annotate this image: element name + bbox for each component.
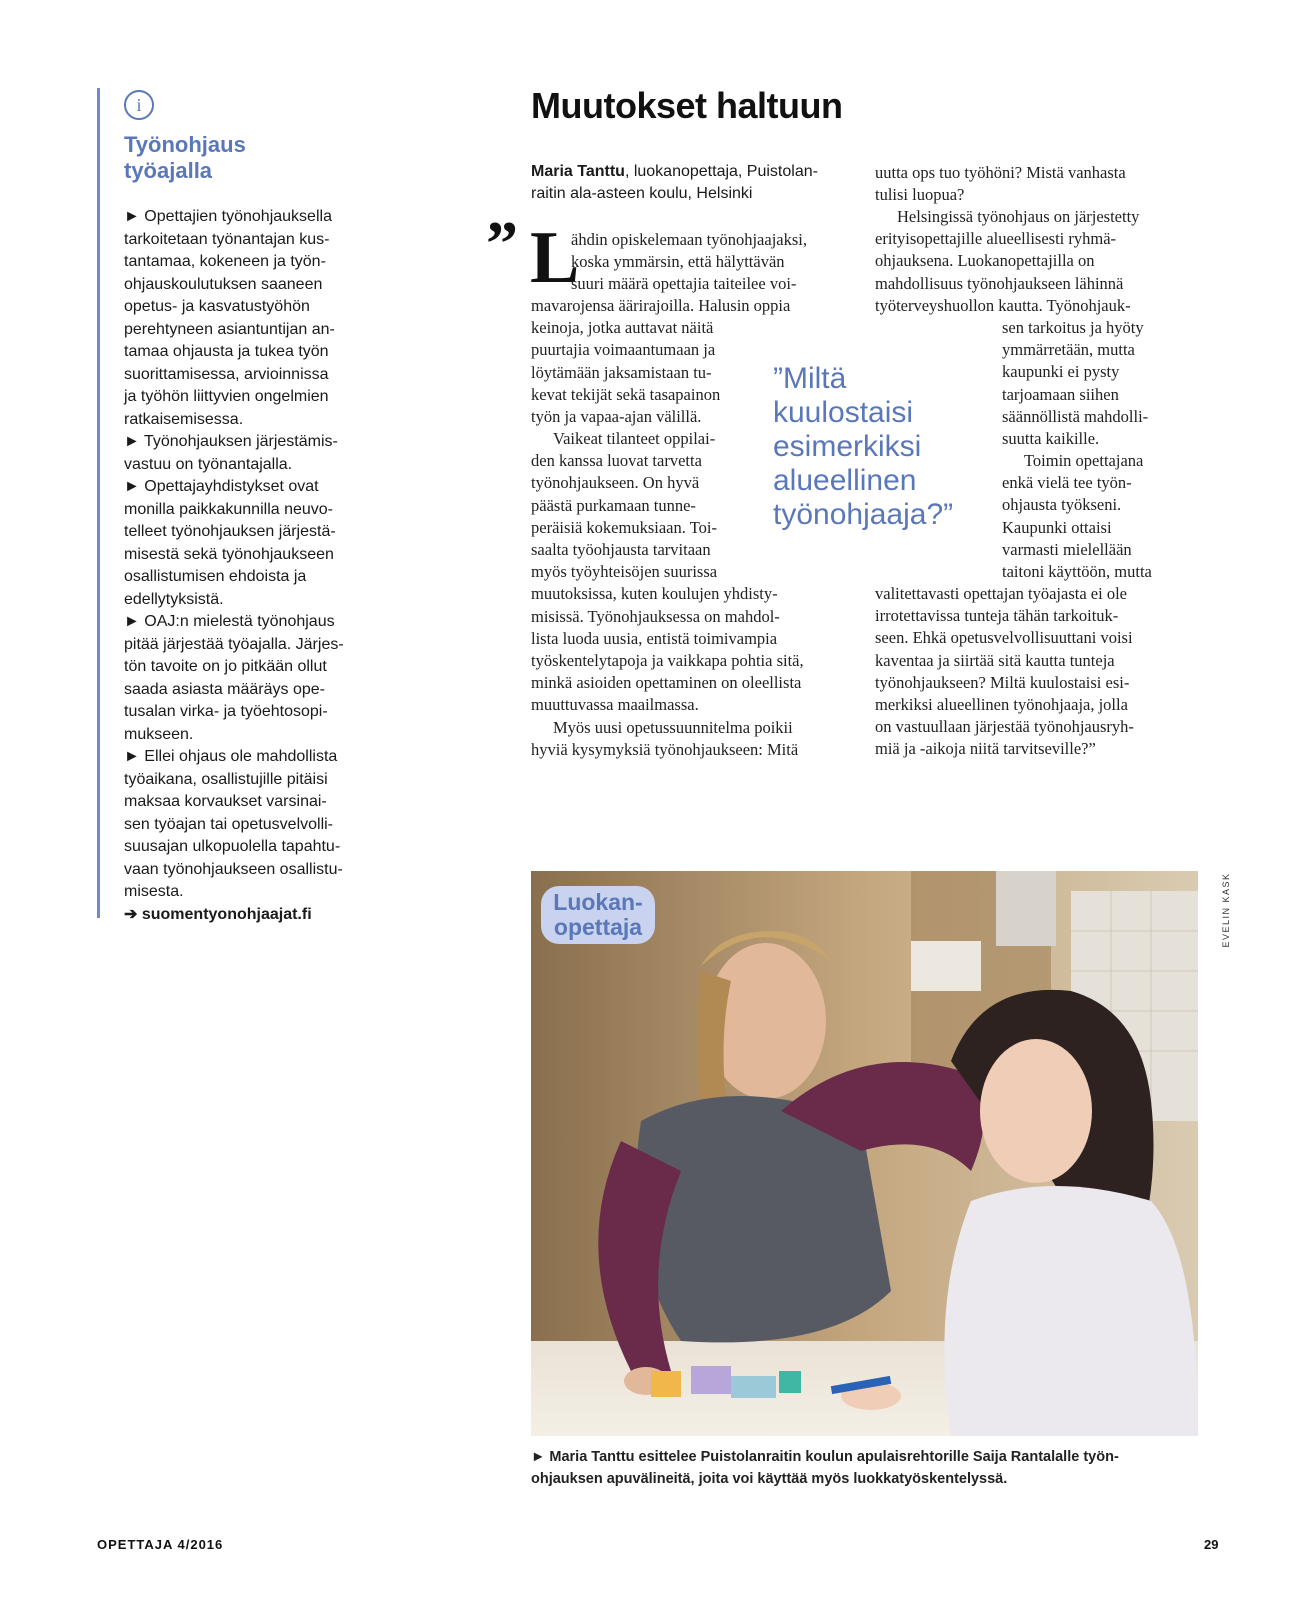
article-line: Helsingissä työnohjaus on järjestetty — [897, 207, 1140, 226]
article-column-1-para3 — [531, 717, 861, 761]
article-line: lista luoda uusia, entistä toimivampia — [531, 628, 778, 648]
byline-school: raitin ala-asteen koulu, Helsinki — [531, 185, 753, 202]
article-line: uutta ops tuo työhöni? Mistä vanhasta — [875, 163, 1126, 182]
article-line: säännöllistä mahdolli- — [1002, 406, 1149, 426]
sidebar-title-line: työajalla — [124, 158, 213, 183]
pull-quote-line: kuulostaisi — [773, 396, 914, 429]
photo-caption — [531, 1446, 1171, 1490]
sidebar-line: monilla paikkakunnilla neuvo- — [124, 500, 334, 518]
article-line: päästä purkamaan tunne- — [531, 495, 696, 515]
article-line: miä ja -aikoja niitä tarvitseville?” — [875, 739, 1096, 759]
sidebar-title-line: Työnohjaus — [124, 132, 246, 157]
article-line: erityisopettajille alueellisesti ryhmä- — [875, 229, 1117, 249]
article-photo — [531, 871, 1198, 1436]
sidebar-line: osallistumisen ehdoista ja — [124, 568, 307, 585]
sidebar-line: tusalan virka- ja työehtosopi- — [124, 703, 328, 720]
sidebar-line: vaan työnohjaukseen osallistu- — [124, 860, 343, 878]
sidebar-line: työaikana, osallistujille pitäisi — [124, 770, 328, 788]
sidebar-line: ohjauskoulutuksen saaneen — [124, 275, 323, 293]
pull-quote-line: alueellinen — [773, 464, 917, 497]
article-line: irrotettavissa tunteja tähän tarkoituk- — [875, 606, 1119, 626]
article-line: on vastuullaan järjestää työnohjausryh- — [875, 717, 1134, 737]
article-line: tarjoamaan siihen — [1002, 384, 1119, 404]
article-column-2-para1 — [875, 162, 1195, 206]
pull-quote — [773, 362, 973, 532]
info-icon: i — [124, 90, 154, 120]
sidebar-line: saada asiasta määräys ope- — [124, 680, 325, 698]
article-line: kaupunki ei pysty — [1002, 362, 1120, 382]
article-line: minkä asioiden opettaminen on oleellista — [531, 673, 802, 693]
photo-credit-text: EVELIN KASK — [1221, 872, 1231, 948]
quote-mark-icon: ” — [486, 208, 512, 279]
dropcap: L — [530, 217, 580, 299]
sidebar-line: misesta. — [124, 883, 184, 900]
page-number: 29 — [1204, 1537, 1219, 1552]
article-line: den kanssa luovat tarvetta — [531, 451, 702, 471]
article-line: puurtajia voimaantumaan ja — [531, 340, 716, 360]
article-line: ohjausta työkseni. — [1002, 495, 1122, 515]
pull-quote-line: ”Miltä — [773, 362, 847, 395]
photo-credit — [1216, 870, 1231, 950]
article-line: suutta kaikille. — [1002, 429, 1100, 449]
sidebar-line: ► Opettajien työnohjauksella — [124, 208, 332, 225]
article-line: työskentelytapoja ja vaikkapa pohtia sitä, — [531, 651, 804, 671]
article-line: enkä vielä tee työn- — [1002, 473, 1132, 493]
pull-quote-line: esimerkiksi — [773, 430, 922, 463]
sidebar-line: ► Työnohjauksen järjestämis- — [124, 433, 338, 450]
article-line: ymmärretään, mutta — [1002, 340, 1135, 360]
article-line: kaventaa ja siirtää sitä kautta tunteja — [875, 650, 1115, 670]
byline-name: Maria Tanttu — [531, 163, 625, 180]
article-line: ohjauksena. Luokanopettajilla on — [875, 251, 1095, 271]
caption-line: ► Maria Tanttu esittelee Puistolanraitin koulun apulaisrehtorille Saija Rantalalle työn- — [531, 1449, 1119, 1465]
sidebar-line: vastuu on työnantajalla. — [124, 455, 293, 473]
photo-tag — [541, 886, 655, 944]
article-line: sen tarkoitus ja hyöty — [1002, 318, 1144, 337]
sidebar-line: ► OAJ:n mielestä työnohjaus — [124, 613, 335, 630]
article-line: peräisiä kokemuksiaan. Toi- — [531, 517, 717, 537]
sidebar-line: tarkoitetaan työnantajan kus- — [124, 230, 330, 248]
article-line: tulisi luopua? — [875, 185, 965, 205]
article-line: ähdin opiskelemaan työnohjaajaksi, — [571, 230, 807, 249]
sidebar-line: pitää järjestää työajalla. Järjes- — [124, 635, 344, 653]
sidebar-line: ja työhön liittyvien ongelmien — [124, 388, 329, 405]
article-line: valitettavasti opettajan työajasta ei ole — [875, 584, 1127, 603]
article-column-1-intro — [571, 229, 861, 296]
photo-illustration — [531, 871, 1198, 1436]
pull-quote-line: työnohjaaja?” — [773, 498, 954, 531]
sidebar-line: perehtyneen asiantuntijan an- — [124, 320, 335, 338]
sidebar-line: opetus- ja kasvatustyöhön — [124, 298, 310, 315]
article-line: saalta työohjausta tarvitaan — [531, 540, 711, 560]
article-column-2-para3 — [1002, 450, 1192, 583]
photo-tag-line: Luokan- — [553, 889, 643, 915]
sidebar-line: mukseen. — [124, 725, 194, 743]
article-line: misissä. Työnohjauksessa on mahdol- — [531, 606, 780, 626]
caption-line: ohjauksen apuvälineitä, joita voi käyttää myös luokkatyöskentelyssä. — [531, 1471, 1008, 1487]
article-column-2-para2 — [875, 206, 1195, 317]
sidebar-line: suusajan ulkopuolella tapahtu- — [124, 838, 341, 855]
sidebar-line: tön tavoite on jo pitkään ollut — [124, 658, 327, 675]
sidebar-line: tantamaa, kokeneen ja työn- — [124, 253, 326, 270]
article-line: Vaikeat tilanteet oppilai- — [553, 429, 716, 448]
sidebar-line: suorittamisessa, arvioinnissa — [124, 365, 329, 383]
article-line: työnohjaukseen? Miltä kuulostaisi esi- — [875, 672, 1130, 692]
sidebar-line: misestä sekä työnohjaukseen — [124, 545, 334, 563]
article-line: Kaupunki ottaisi — [1002, 517, 1112, 537]
byline-role: , luokanopettaja, Puistolan- — [624, 163, 818, 180]
article-line: työnohjaukseen. On hyvä — [531, 473, 700, 493]
sidebar-line: ► Ellei ohjaus ole mahdollista — [124, 748, 338, 765]
article-line: hyviä kysymyksiä työnohjaukseen: Mitä — [531, 740, 799, 760]
sidebar-body — [124, 206, 364, 926]
article-line: työterveyshuollon kautta. Työnohjauk- — [875, 295, 1131, 315]
article-title: Muutokset haltuun — [531, 85, 843, 126]
footer-publication: OPETTAJA 4/2016 — [97, 1537, 224, 1552]
sidebar-line: sen työajan tai opetusvelvolli- — [124, 815, 334, 833]
sidebar-link[interactable]: ➔ suomentyonohjaajat.fi — [124, 905, 312, 923]
article-line: suuri määrä opettajia taiteilee voi- — [571, 274, 797, 294]
sidebar-line: tamaa ohjausta ja tukea työn — [124, 343, 329, 360]
sidebar-line: edellytyksistä. — [124, 590, 224, 608]
sidebar-line: telleet työnohjauksen järjestä- — [124, 523, 336, 540]
article-column-2-para3-cont — [875, 583, 1195, 761]
article-line: koska ymmärsin, että hälyttävän — [571, 252, 785, 272]
article-line: varmasti mielellään — [1002, 539, 1132, 559]
article-line: työn ja vapaa-ajan välillä. — [531, 407, 702, 427]
sidebar-line: ► Opettajayhdistykset ovat — [124, 478, 319, 495]
article-line: Toimin opettajana — [1024, 451, 1144, 470]
sidebar-line: ratkaisemisessa. — [124, 410, 244, 428]
article-column-2-para2-cont — [1002, 317, 1192, 450]
sidebar-text — [124, 206, 364, 904]
article-line: keinoja, jotka auttavat näitä — [531, 318, 714, 338]
article-line: mahdollisuus työnohjaukseen lähinnä — [875, 273, 1124, 293]
article-line: Myös uusi opetussuunnitelma poikii — [553, 718, 793, 737]
sidebar-title — [124, 132, 364, 184]
article-line: myös työyhteisöjen suurissa — [531, 562, 718, 582]
article-line: mavarojensa äärirajoilla. Halusin oppia — [531, 296, 791, 315]
photo-tag-line: opettaja — [553, 914, 643, 940]
article-line: merkiksi alueellinen työnohjaaja, jolla — [875, 695, 1128, 715]
article-line: muutoksissa, kuten koulujen yhdisty- — [531, 584, 778, 604]
article-line: kevat tekijät sekä tasapainon — [531, 384, 721, 404]
article-line: seen. Ehkä opetusvelvollisuuttani voisi — [875, 628, 1133, 648]
info-sidebar — [97, 88, 370, 923]
article-line: taitoni käyttöön, mutta — [1002, 562, 1152, 582]
byline — [531, 161, 851, 205]
article-line: löytämään jaksamistaan tu- — [531, 362, 712, 382]
article-line: muuttuvassa maailmassa. — [531, 695, 699, 715]
sidebar-line: maksaa korvaukset varsinai- — [124, 793, 327, 810]
